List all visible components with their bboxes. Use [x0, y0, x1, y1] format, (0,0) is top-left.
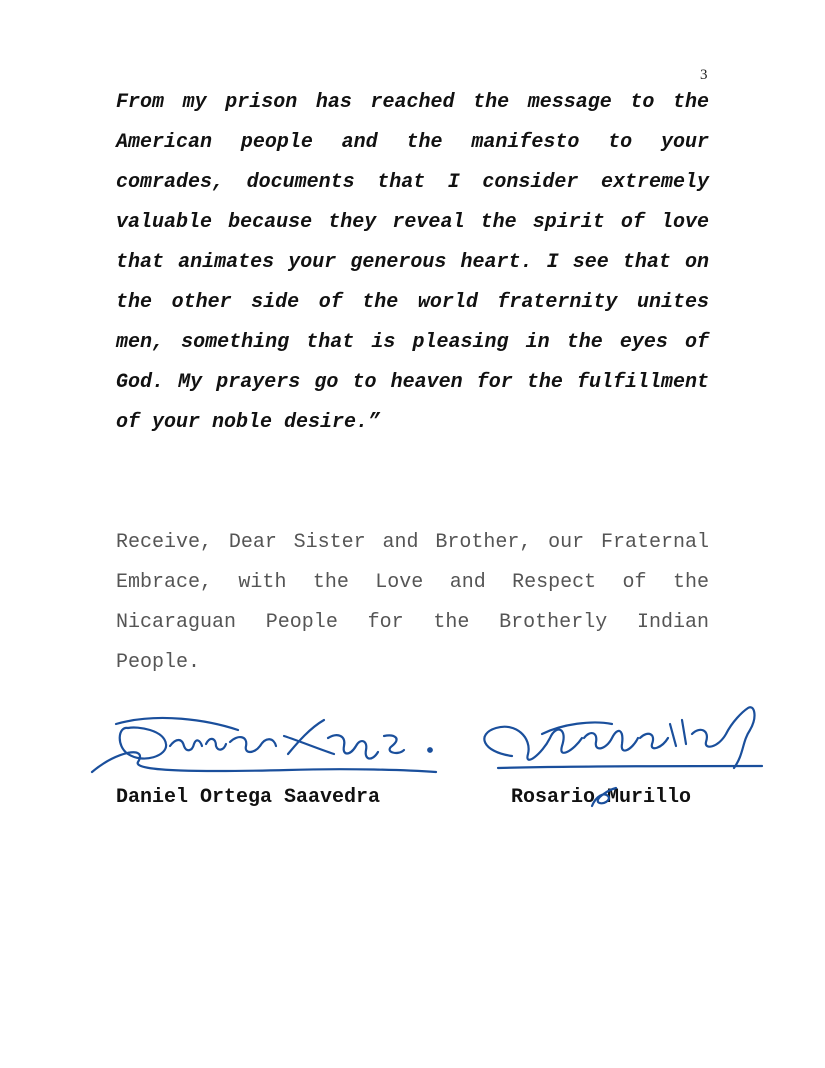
signature-rosario-murillo: [472, 694, 772, 794]
signature-flourish: [586, 786, 622, 810]
closing-paragraph: Receive, Dear Sister and Brother, our Fraternal Embrace, with the Love and Respect of the Nicaraguan People for the Brotherly Indian People.: [116, 531, 709, 674]
signatory-name-daniel-ortega: Daniel Ortega Saavedra: [116, 786, 381, 809]
quoted-message: From my prison has reached the message to the American people and the manifesto to your comrades, documents that I consider extremely valuable because they reveal the spirit of love that animates your generous heart. I see that on the other side of the world fraternity unites men, something that is pleasing in the eyes of God. My prayers go to heaven for the fulfillment of your noble desire.”: [116, 91, 709, 434]
signature-daniel-ortega: [88, 706, 443, 786]
page-number: 3: [700, 67, 708, 83]
signatory-name-rosario-murillo: Rosario Murillo: [511, 786, 692, 809]
